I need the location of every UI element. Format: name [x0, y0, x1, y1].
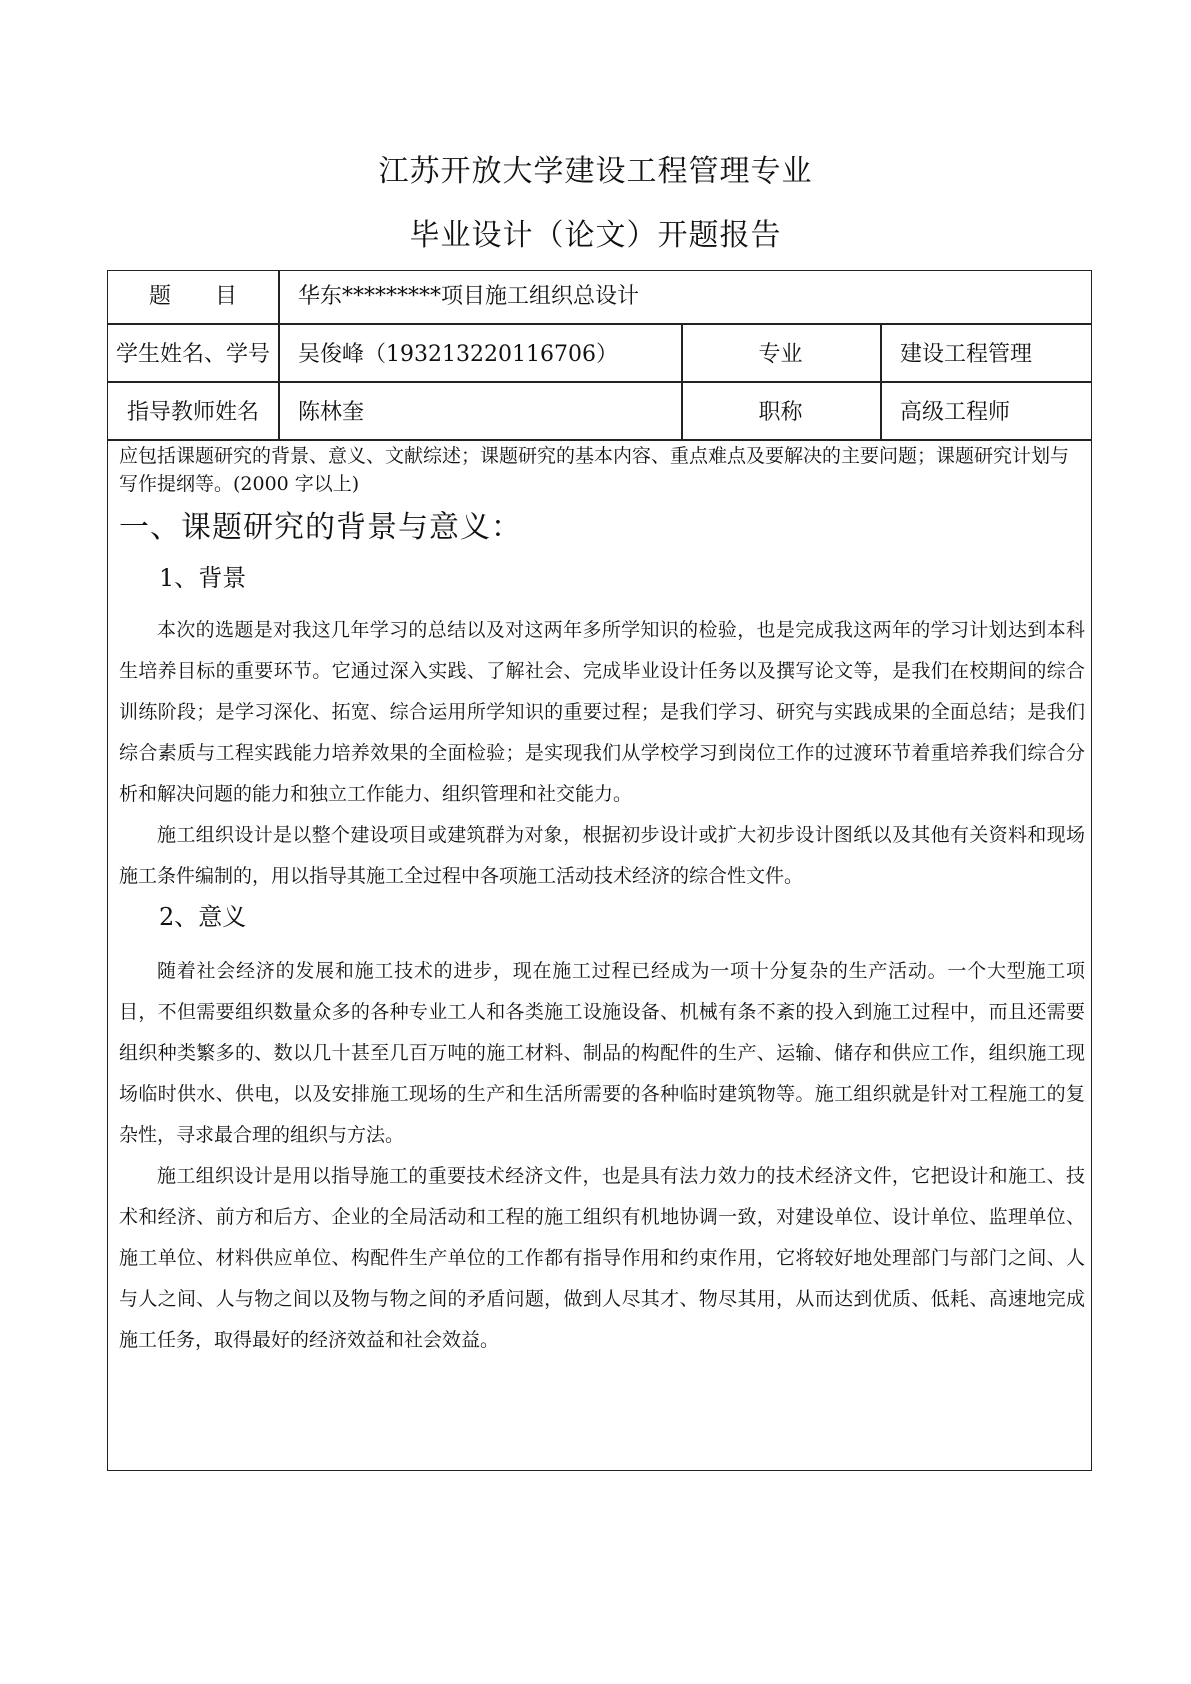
- major-label: 专业: [758, 342, 803, 367]
- significance-paragraph-1: 随着社会经济的发展和施工技术的进步，现在施工过程已经成为一项十分复杂的生产活动。一个大型施工项目，不但需要组织数量众多的各种专业工人和各类施工设施设备、机械有条不紊的投入到施工过程中，而且还需要组织种类繁多的、数以几十甚至几百万吨的施工材料、制品的构配件的生产、运输、储存和供应工作，组织施工现场临时供水、供电，以及安排施工现场的生产和生活所需要的各种临时建筑物等。施工组织就是针对工程施工的复杂性，寻求最合理的组织与方法。: [119, 960, 1085, 1146]
- row-divider: [108, 439, 1091, 441]
- report-content: [119, 442, 1085, 1361]
- student-value: 吴俊峰（193213220116706）: [298, 342, 618, 367]
- subheading-background: 1、背景: [159, 564, 247, 592]
- advisor-label: 指导教师姓名: [126, 400, 259, 425]
- topic-value: 华东*********项目施工组织总设计: [298, 284, 640, 309]
- rank-label: 职称: [758, 400, 803, 425]
- major-value: 建设工程管理: [900, 342, 1033, 367]
- row-divider: [108, 323, 1091, 325]
- instruction-text: 应包括课题研究的背景、意义、文献综述；课题研究的基本内容、重点难点及要解决的主要问题；课题研究计划与写作提纲等。(2000 字以上): [119, 445, 1070, 495]
- background-paragraph-2: 施工组织设计是以整个建设项目或建筑群为对象，根据初步设计或扩大初步设计图纸以及其他有关资料和现场施工条件编制的，用以指导其施工全过程中各项施工活动技术经济的综合性文件。: [119, 824, 1085, 887]
- advisor-value: 陈林奎: [298, 400, 365, 425]
- section-heading-background-significance: 一、课题研究的背景与意义：: [119, 510, 522, 545]
- document-title-line1: 江苏开放大学建设工程管理专业: [378, 154, 813, 189]
- row-divider: [108, 381, 1091, 383]
- document-title-line2: 毕业设计（论文）开题报告: [409, 218, 782, 253]
- topic-label: 题 目: [148, 284, 237, 309]
- column-divider: [278, 271, 280, 439]
- subheading-significance: 2、意义: [159, 903, 247, 931]
- significance-paragraph-2: 施工组织设计是用以指导施工的重要技术经济文件，也是具有法力效力的技术经济文件，它把设计和施工、技术和经济、前方和后方、企业的全局活动和工程的施工组织有机地协调一致，对建设单位、设计单位、监理单位、施工单位、材料供应单位、构配件生产单位的工作都有指导作用和约束作用，它将较好地处理部门与部门之间、人与人之间、人与物之间以及物与物之间的矛盾问题，做到人尽其才、物尽其用，从而达到优质、低耗、高速地完成施工任务，取得最好的经济效益和社会效益。: [119, 1165, 1085, 1351]
- rank-value: 高级工程师: [900, 400, 1011, 425]
- student-label: 学生姓名、学号: [115, 342, 270, 367]
- column-divider: [880, 323, 882, 439]
- background-paragraph-1: 本次的选题是对我这几年学习的总结以及对这两年多所学知识的检验，也是完成我这两年的学习计划达到本科生培养目标的重要环节。它通过深入实践、了解社会、完成毕业设计任务以及撰写论文等，是我们在校期间的综合训练阶段；是学习深化、拓宽、综合运用所学知识的重要过程；是我们学习、研究与实践成果的全面总结；是我们综合素质与工程实践能力培养效果的全面检验；是实现我们从学校学习到岗位工作的过渡环节着重培养我们综合分析和解决问题的能力和独立工作能力、组织管理和社交能力。: [119, 619, 1085, 805]
